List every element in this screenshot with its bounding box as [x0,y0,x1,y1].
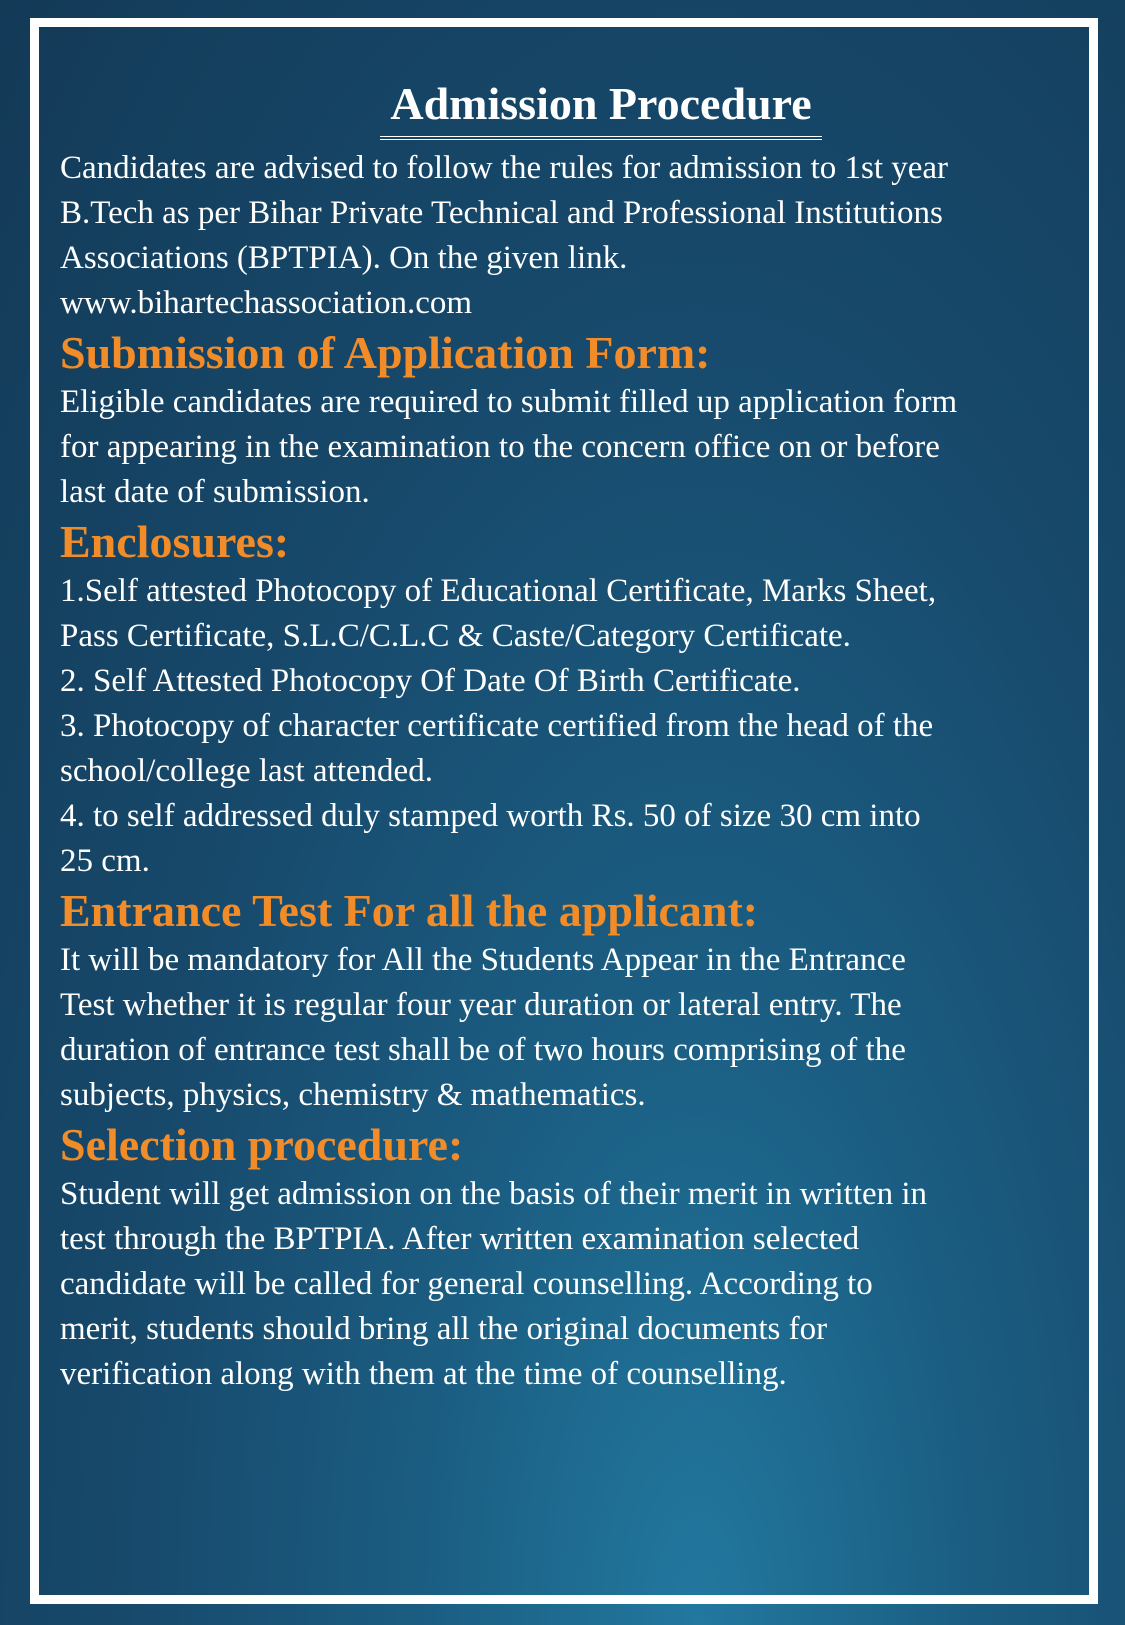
list-item: 4. to self addressed duly stamped worth Rs. 50 of size 30 cm into 25 cm. [60,798,921,879]
list-item: 2. Self Attested Photocopy Of Date Of Birth Certificate. [60,663,801,699]
enclosures-list [60,569,1100,884]
title-container [60,72,1100,140]
page-title: Admission Procedure [380,72,821,140]
intro-text: Candidates are advised to follow the rules for admission to 1st year B.Tech as per Bihar Private Technical and Professional Institutions Associations (BPTPIA). On the given link. [60,150,949,276]
content-area [60,72,1100,1397]
heading-entrance-test: Entrance Test For all the applicant: [60,885,759,936]
list-item: 3. Photocopy of character certificate certified from the head of the school/college last attended. [60,708,934,789]
selection-procedure-text: Student will get admission on the basis of their merit in written in test through the BPTPIA. After written examination selected candidate will be called for general counselling. According to merit, students should bring all the original documents for verification along with them at the time of counselling. [60,1176,928,1392]
list-item: 1.Self attested Photocopy of Educational Certificate, Marks Sheet, Pass Certificate, S.L.C/C.L.C & Caste/Category Certificate. [60,573,937,654]
entrance-test-text: It will be mandatory for All the Students Appear in the Entrance Test whether it is regular four year duration or lateral entry. The duration of entrance test shall be of two hours comprising of the subjects, physics, chemistry & mathematics. [60,942,906,1113]
heading-selection-procedure: Selection procedure: [60,1119,464,1170]
association-link[interactable]: www.bihartechassociation.com [60,285,473,321]
heading-application-form: Submission of Application Form: [60,327,711,378]
application-form-text: Eligible candidates are required to submit filled up application form for appearing in the examination to the concern office on or before last date of submission. [60,384,958,510]
heading-enclosures: Enclosures: [60,516,290,567]
